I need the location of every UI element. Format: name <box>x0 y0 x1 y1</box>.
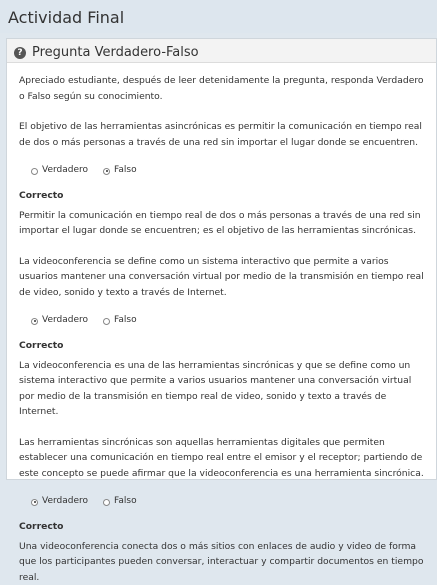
question-3-feedback: Una videoconferencia conecta dos o más sitios con enlaces de audio y video de forma que los participantes pueden conversar, interactuar y compartir documentos en tiempo real. <box>19 539 424 585</box>
option-label: Verdadero <box>42 313 88 329</box>
panel-body <box>7 73 436 585</box>
question-2-feedback: La videoconferencia es una de las herramientas sincrónicas y que se define como un sistema interactivo que permite a varios usuarios mantener una conversación virtual por medio de la transmisión en tiempo real de video, sonido y texto a través de Internet. <box>19 358 424 420</box>
radio-false-icon[interactable] <box>103 168 110 175</box>
question-1-text: El objetivo de las herramientas asincrónicas es permitir la comunicación en tiempo real de dos o más personas a través de una red sin importar el lugar donde se encuentren. <box>19 119 424 150</box>
question-2-result: Correcto <box>19 338 424 354</box>
question-2-option-true[interactable] <box>31 313 88 329</box>
question-1-option-true[interactable] <box>31 163 88 179</box>
question-3-option-true[interactable] <box>31 494 88 510</box>
question-1-option-false[interactable] <box>103 163 137 179</box>
question-3-text: Las herramientas sincrónicas son aquellas herramientas digitales que permiten establecer una comunicación en tiempo real entre el emisor y el receptor; partiendo de este concepto se puede afirmar que la videoconferencia es una herramienta sincrónica. <box>19 435 424 482</box>
option-label: Verdadero <box>42 494 88 510</box>
page-header <box>0 0 437 33</box>
question-icon: ? <box>14 47 26 59</box>
option-label: Falso <box>114 494 137 510</box>
radio-true-icon[interactable] <box>31 168 38 175</box>
panel-title: Pregunta Verdadero-Falso <box>32 45 199 60</box>
panel-header <box>7 39 436 63</box>
page-title: Actividad Final <box>8 9 437 27</box>
intro-text: Apreciado estudiante, después de leer detenidamente la pregunta, responda Verdadero o Falso según su conocimiento. <box>19 73 424 104</box>
question-1-options <box>19 165 424 177</box>
question-3-result: Correcto <box>19 519 424 535</box>
radio-false-icon[interactable] <box>103 499 110 506</box>
option-label: Falso <box>114 313 137 329</box>
question-2-text: La videoconferencia se define como un sistema interactivo que permite a varios usuarios mantener una conversación virtual por medio de la transmisión en tiempo real de video, sonido y texto a través de Internet. <box>19 254 424 301</box>
option-label: Verdadero <box>42 163 88 179</box>
question-panel <box>6 38 437 480</box>
radio-true-icon[interactable] <box>31 499 38 506</box>
question-1-feedback: Permitir la comunicación en tiempo real de dos o más personas a través de una red sin importar el lugar donde se encuentren; es el objetivo de las herramientas sincrónicas. <box>19 208 424 239</box>
option-label: Falso <box>114 163 137 179</box>
question-2-options <box>19 315 424 327</box>
radio-false-icon[interactable] <box>103 318 110 325</box>
question-3-option-false[interactable] <box>103 494 137 510</box>
question-1-result: Correcto <box>19 188 424 204</box>
question-3-options <box>19 496 424 508</box>
question-2-option-false[interactable] <box>103 313 137 329</box>
radio-true-icon[interactable] <box>31 318 38 325</box>
